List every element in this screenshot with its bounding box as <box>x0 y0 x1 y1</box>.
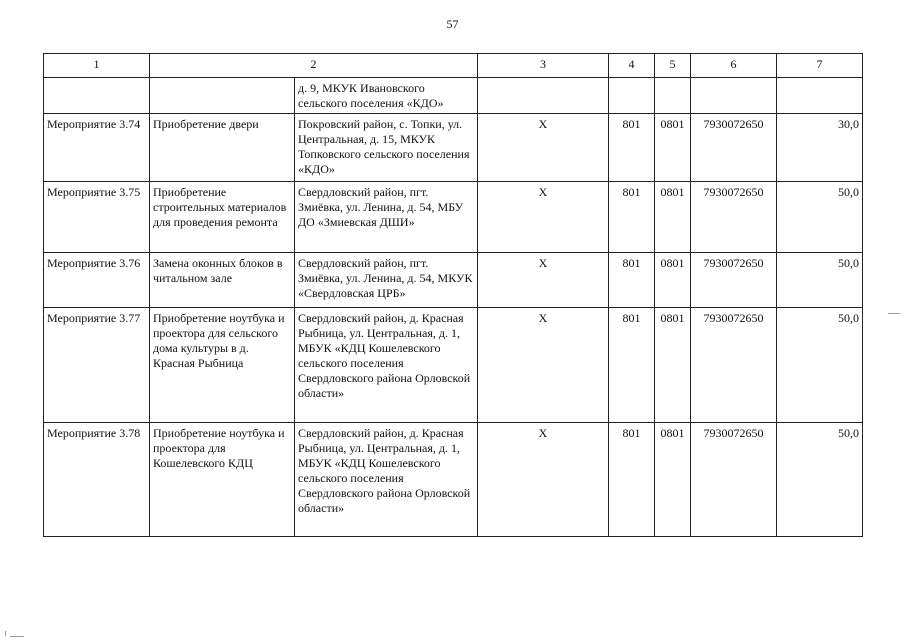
section-code-cell: 0801 <box>655 182 691 253</box>
target-article-cell: 7930072650 <box>691 253 777 308</box>
table-row <box>44 308 863 423</box>
activity-name-cell: Приобретение строительных материалов для проведения ремонта <box>150 182 295 253</box>
column-header-7: 7 <box>777 54 863 78</box>
department-code-cell <box>609 78 655 114</box>
scan-mark <box>5 631 6 636</box>
target-article-cell: 7930072650 <box>691 182 777 253</box>
activity-number-cell <box>44 78 150 114</box>
activity-number-cell: Мероприятие 3.75 <box>44 182 150 253</box>
mark-cell: Х <box>478 308 609 423</box>
section-code-cell: 0801 <box>655 423 691 537</box>
scan-mark <box>10 636 24 637</box>
table-header <box>44 54 863 78</box>
target-article-cell: 7930072650 <box>691 308 777 423</box>
target-article-cell: 7930072650 <box>691 114 777 182</box>
mark-cell: Х <box>478 423 609 537</box>
activity-name-cell: Приобретение двери <box>150 114 295 182</box>
table-row <box>44 182 863 253</box>
activity-name-cell: Приобретение ноутбука и проектора для сельского дома культуры в д. Красная Рыбница <box>150 308 295 423</box>
activity-name-cell <box>150 78 295 114</box>
amount-cell: 50,0 <box>777 182 863 253</box>
amount-cell <box>777 78 863 114</box>
activity-address-cell: Свердловский район, д. Красная Рыбница, ул. Центральная, д. 1, МБУК «КДЦ Кошелевского сельского поселения Свердловского района Орловской области» <box>295 423 478 537</box>
column-header-3: 3 <box>478 54 609 78</box>
section-code-cell <box>655 78 691 114</box>
column-header-1: 1 <box>44 54 150 78</box>
mark-cell <box>478 78 609 114</box>
section-code-cell: 0801 <box>655 308 691 423</box>
activity-name-cell: Замена оконных блоков в читальном зале <box>150 253 295 308</box>
department-code-cell: 801 <box>609 182 655 253</box>
activity-address-cell: Свердловский район, пгт. Змиёвка, ул. Ленина, д. 54, МБУ ДО «Змиевская ДШИ» <box>295 182 478 253</box>
department-code-cell: 801 <box>609 423 655 537</box>
mark-cell: Х <box>478 253 609 308</box>
column-header-2: 2 <box>150 54 478 78</box>
activity-address-cell: Свердловский район, пгт. Змиёвка, ул. Ленина, д. 54, МКУК «Свердловская ЦРБ» <box>295 253 478 308</box>
department-code-cell: 801 <box>609 253 655 308</box>
department-code-cell: 801 <box>609 114 655 182</box>
target-article-cell: 7930072650 <box>691 423 777 537</box>
table-row <box>44 253 863 308</box>
column-header-6: 6 <box>691 54 777 78</box>
amount-cell: 50,0 <box>777 423 863 537</box>
activity-number-cell: Мероприятие 3.74 <box>44 114 150 182</box>
target-article-cell <box>691 78 777 114</box>
mark-cell: Х <box>478 114 609 182</box>
table-row <box>44 423 863 537</box>
amount-cell: 50,0 <box>777 253 863 308</box>
table-row <box>44 114 863 182</box>
column-header-5: 5 <box>655 54 691 78</box>
amount-cell: 50,0 <box>777 308 863 423</box>
section-code-cell: 0801 <box>655 114 691 182</box>
page-number: 57 <box>446 17 459 31</box>
section-code-cell: 0801 <box>655 253 691 308</box>
header-row <box>44 54 863 78</box>
scan-mark <box>888 313 900 314</box>
activity-address-cell: Покровский район, с. Топки, ул. Центральная, д. 15, МКУК Топковского сельского поселения «КДО» <box>295 114 478 182</box>
department-code-cell: 801 <box>609 308 655 423</box>
budget-activities-table <box>43 53 863 537</box>
activity-address-cell: д. 9, МКУК Ивановского сельского поселения «КДО» <box>295 78 478 114</box>
activity-number-cell: Мероприятие 3.78 <box>44 423 150 537</box>
column-header-4: 4 <box>609 54 655 78</box>
activity-address-cell: Свердловский район, д. Красная Рыбница, ул. Центральная, д. 1, МБУК «КДЦ Кошелевского сельского поселения Свердловского района Орловской области» <box>295 308 478 423</box>
table-body <box>44 78 863 537</box>
activity-name-cell: Приобретение ноутбука и проектора для Кошелевского КДЦ <box>150 423 295 537</box>
activity-number-cell: Мероприятие 3.76 <box>44 253 150 308</box>
table-row <box>44 78 863 114</box>
mark-cell: Х <box>478 182 609 253</box>
activity-number-cell: Мероприятие 3.77 <box>44 308 150 423</box>
amount-cell: 30,0 <box>777 114 863 182</box>
